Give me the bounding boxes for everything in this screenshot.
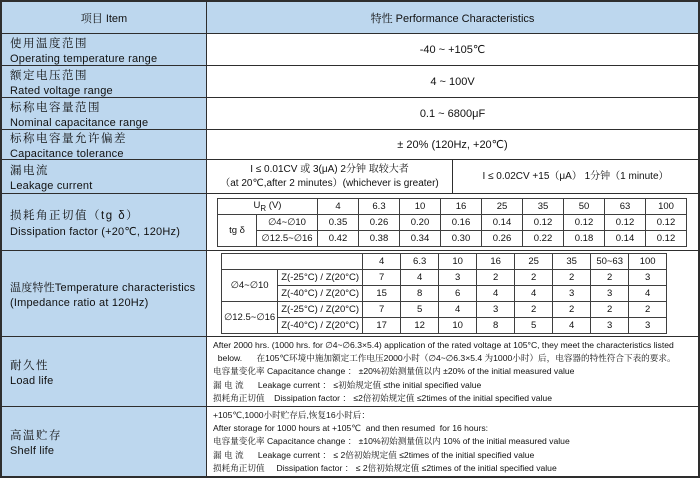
ratio-value: 4 bbox=[439, 302, 477, 318]
ratio-value: 4 bbox=[477, 286, 515, 302]
ratio-label: Z(-25°C) / Z(20°C) bbox=[278, 302, 363, 318]
size-cell: ∅4~∅10 bbox=[222, 270, 278, 302]
tg-value: 0.26 bbox=[359, 214, 400, 230]
blank-header-cell bbox=[222, 254, 363, 270]
tg-value: 0.16 bbox=[441, 214, 482, 230]
dissipation-data-row bbox=[218, 230, 687, 246]
ratio-value: 10 bbox=[439, 318, 477, 334]
row-value: 4 ~ 100V bbox=[430, 75, 475, 88]
shelf-life-line: 电容量变化率 Capacitance change ： ±10%初始测量值以内 10% of the initial measured value bbox=[213, 436, 570, 447]
size-cell: ∅4~∅10 bbox=[257, 214, 318, 230]
tg-value: 0.38 bbox=[359, 230, 400, 246]
row-label bbox=[2, 160, 207, 193]
header-row bbox=[2, 2, 698, 33]
row-label bbox=[2, 34, 207, 65]
label-cn: 额定电压范围 bbox=[10, 69, 88, 82]
label-en: Dissipation factor (+20℃, 120Hz) bbox=[10, 225, 181, 238]
dissipation-cell bbox=[207, 194, 698, 250]
temperature-cell bbox=[207, 251, 698, 336]
ratio-value: 3 bbox=[591, 318, 629, 334]
tg-value: 0.35 bbox=[318, 214, 359, 230]
tg-value: 0.42 bbox=[318, 230, 359, 246]
tg-value: 0.12 bbox=[564, 214, 605, 230]
label-cn: 耐久性 bbox=[10, 359, 49, 372]
label-cn: 标称电容量允许偏差 bbox=[10, 132, 127, 145]
ratio-value: 17 bbox=[363, 318, 401, 334]
ratio-value: 3 bbox=[439, 270, 477, 286]
tg-value: 0.12 bbox=[523, 214, 564, 230]
voltage-header: 63 bbox=[605, 198, 646, 214]
ratio-value: 2 bbox=[591, 270, 629, 286]
label-cn: 高温贮存 bbox=[10, 429, 62, 442]
row-capacitance-tolerance bbox=[2, 129, 698, 159]
ratio-value: 3 bbox=[553, 286, 591, 302]
ur-symbol: U bbox=[253, 199, 261, 211]
load-life-line: After 2000 hrs. (1000 hrs. for ∅4~∅6.3×5.4) application of the rated voltage at 105°C, they meet the characteristics listed bbox=[213, 340, 674, 350]
voltage-header: 35 bbox=[553, 254, 591, 270]
leakage-condition-2 bbox=[453, 160, 698, 193]
header-characteristics-label: 特性 Performance Characteristics bbox=[370, 12, 535, 25]
voltage-header: 25 bbox=[515, 254, 553, 270]
voltage-header: 100 bbox=[646, 198, 687, 214]
ratio-value: 6 bbox=[439, 286, 477, 302]
row-dissipation-factor bbox=[2, 193, 698, 250]
tg-value: 0.34 bbox=[400, 230, 441, 246]
row-label bbox=[2, 251, 207, 336]
label-cn: 漏电流 bbox=[10, 164, 49, 177]
label-en: Capacitance tolerance bbox=[10, 147, 124, 159]
ratio-label: Z(-25°C) / Z(20°C) bbox=[278, 270, 363, 286]
label-cn: 损耗角正切值（tg δ） bbox=[10, 209, 140, 222]
ratio-label: Z(-40°C) / Z(20°C) bbox=[278, 318, 363, 334]
row-nominal-capacitance bbox=[2, 97, 698, 129]
ur-header-cell bbox=[218, 198, 318, 214]
row-label bbox=[2, 407, 207, 476]
row-label bbox=[2, 98, 207, 129]
voltage-header: 100 bbox=[629, 254, 667, 270]
leakage-formula-1: I ≤ 0.01CV 或 3(μA) 2分钟 取较大者 bbox=[250, 163, 409, 175]
voltage-header: 6.3 bbox=[359, 198, 400, 214]
tg-value: 0.26 bbox=[482, 230, 523, 246]
label-cn: 使用温度范围 bbox=[10, 37, 88, 50]
load-life-line: below. 在105℃环境中施加额定工作电压2000小时（∅4~∅6.3×5.4 为1000小时）后，电容器的特性符合下表的要求。 bbox=[213, 353, 676, 364]
dissipation-table bbox=[217, 198, 687, 247]
voltage-header: 6.3 bbox=[401, 254, 439, 270]
voltage-header: 4 bbox=[318, 198, 359, 214]
label-en: Shelf life bbox=[10, 444, 55, 457]
shelf-life-line: +105℃,1000小时贮存后,恢复16小时后： bbox=[213, 410, 370, 420]
ratio-value: 8 bbox=[477, 318, 515, 334]
tg-value: 0.12 bbox=[605, 214, 646, 230]
label-cn: 温度特性Temperature characteristics bbox=[10, 281, 196, 294]
row-leakage-current bbox=[2, 159, 698, 193]
tg-value: 0.12 bbox=[646, 230, 687, 246]
dissipation-header-row bbox=[218, 198, 687, 214]
ratio-value: 12 bbox=[401, 318, 439, 334]
voltage-header: 10 bbox=[400, 198, 441, 214]
voltage-header: 4 bbox=[363, 254, 401, 270]
voltage-header: 10 bbox=[439, 254, 477, 270]
ratio-value: 2 bbox=[591, 302, 629, 318]
row-label bbox=[2, 194, 207, 250]
row-value: -40 ~ +105℃ bbox=[419, 44, 486, 56]
label-cn: 标称电容量范围 bbox=[10, 101, 101, 114]
ratio-value: 3 bbox=[591, 286, 629, 302]
temperature-header-row bbox=[222, 254, 667, 270]
ratio-value: 4 bbox=[515, 286, 553, 302]
temperature-table bbox=[221, 253, 667, 334]
voltage-header: 50 bbox=[564, 198, 605, 214]
ratio-value: 5 bbox=[401, 302, 439, 318]
voltage-header: 25 bbox=[482, 198, 523, 214]
ratio-value: 3 bbox=[629, 318, 667, 334]
tg-value: 0.30 bbox=[441, 230, 482, 246]
temperature-data-row bbox=[222, 302, 667, 318]
ratio-value: 2 bbox=[477, 270, 515, 286]
temperature-data-row bbox=[222, 286, 667, 302]
load-life-line: 损耗角正切值 Dissipation factor ： ≤2倍初始规定值 ≤2times of the initial specified value bbox=[213, 392, 552, 403]
ratio-value: 8 bbox=[401, 286, 439, 302]
header-item-label: 项目 Item bbox=[80, 12, 128, 25]
load-life-line: 电容量变化率 Capacitance change ： ±20%初始测量值以内 ±20% of the initial measured value bbox=[213, 366, 575, 377]
leakage-condition-1 bbox=[207, 160, 453, 193]
row-operating-temperature bbox=[2, 33, 698, 65]
ratio-value: 15 bbox=[363, 286, 401, 302]
label-en: Nominal capacitance range bbox=[10, 116, 149, 129]
row-load-life bbox=[2, 336, 698, 406]
ratio-value: 4 bbox=[401, 270, 439, 286]
label-en: Load life bbox=[10, 374, 54, 387]
row-value: ± 20% (120Hz, +20℃) bbox=[397, 139, 508, 151]
ratio-value: 2 bbox=[553, 302, 591, 318]
load-life-text bbox=[207, 337, 698, 406]
row-label bbox=[2, 337, 207, 406]
ratio-value: 2 bbox=[515, 270, 553, 286]
size-cell: ∅12.5~∅16 bbox=[257, 230, 318, 246]
ratio-value: 7 bbox=[363, 302, 401, 318]
tg-value: 0.20 bbox=[400, 214, 441, 230]
tg-delta-cell: tg δ bbox=[218, 214, 257, 246]
row-value: 0.1 ~ 6800μF bbox=[419, 107, 486, 120]
ratio-value: 4 bbox=[629, 286, 667, 302]
tg-value: 0.14 bbox=[482, 214, 523, 230]
header-characteristics-cell bbox=[207, 2, 698, 33]
tg-value: 0.12 bbox=[646, 214, 687, 230]
ur-unit: (V) bbox=[266, 199, 282, 211]
ratio-value: 3 bbox=[629, 270, 667, 286]
leakage-formula-2: I ≤ 0.02CV +15（μA） 1分钟（1 minute） bbox=[482, 170, 669, 182]
shelf-life-line: After storage for 1000 hours at +105℃ and then resumed for 16 hours: bbox=[213, 423, 489, 434]
temperature-data-row bbox=[222, 270, 667, 286]
label-en: (Impedance ratio at 120Hz) bbox=[10, 296, 149, 309]
header-item-cell bbox=[2, 2, 207, 33]
temperature-data-row bbox=[222, 318, 667, 334]
tg-value: 0.18 bbox=[564, 230, 605, 246]
label-en: Operating temperature range bbox=[10, 52, 158, 65]
ur-subscript: R bbox=[260, 203, 267, 213]
shelf-life-line: 损耗角正切值 Dissipation factor ： ≤ 2倍初始规定值 ≤2times of the initial specified value bbox=[213, 462, 557, 473]
load-life-line: 漏 电 流 Leakage current ： ≤初始规定值 ≤the initial specified value bbox=[213, 379, 482, 390]
size-cell: ∅12.5~∅16 bbox=[222, 302, 278, 334]
tg-value: 0.22 bbox=[523, 230, 564, 246]
ratio-value: 2 bbox=[553, 270, 591, 286]
voltage-header: 16 bbox=[441, 198, 482, 214]
row-rated-voltage bbox=[2, 65, 698, 97]
row-shelf-life bbox=[2, 406, 698, 476]
voltage-header: 50~63 bbox=[591, 254, 629, 270]
ratio-label: Z(-40°C) / Z(20°C) bbox=[278, 286, 363, 302]
tg-value: 0.14 bbox=[605, 230, 646, 246]
label-en: Rated voltage range bbox=[10, 84, 113, 97]
row-temperature-characteristics bbox=[2, 250, 698, 336]
ratio-value: 2 bbox=[629, 302, 667, 318]
row-label bbox=[2, 66, 207, 97]
voltage-header: 16 bbox=[477, 254, 515, 270]
row-label bbox=[2, 130, 207, 159]
label-en: Leakage current bbox=[10, 179, 93, 192]
ratio-value: 3 bbox=[477, 302, 515, 318]
ratio-value: 4 bbox=[553, 318, 591, 334]
ratio-value: 5 bbox=[515, 318, 553, 334]
shelf-life-text bbox=[207, 407, 698, 476]
ratio-value: 2 bbox=[515, 302, 553, 318]
ratio-value: 7 bbox=[363, 270, 401, 286]
leakage-note-1: （at 20℃,after 2 minutes）(whichever is greater) bbox=[220, 177, 439, 189]
voltage-header: 35 bbox=[523, 198, 564, 214]
dissipation-data-row bbox=[218, 214, 687, 230]
shelf-life-line: 漏 电 流 Leakage current ： ≤ 2倍初始规定值 ≤2times of the initial specified value bbox=[213, 449, 535, 460]
